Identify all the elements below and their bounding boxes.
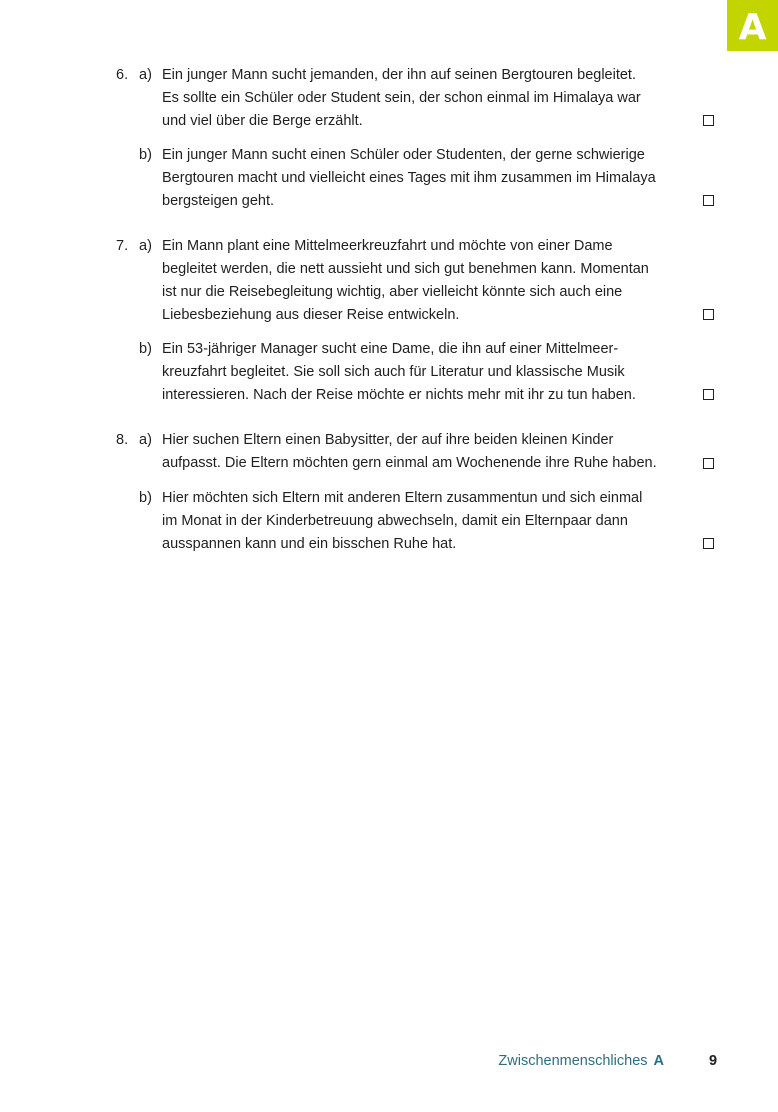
checkbox[interactable] [703, 538, 714, 549]
option-text-line: Bergtouren macht und vielleicht eines Tages mit ihm zusammen im Himalaya [162, 170, 656, 186]
footer-chapter-title: Zwischenmenschliches [498, 1053, 648, 1069]
checkbox[interactable] [703, 458, 714, 469]
option-text-line: Ein 53-jähriger Manager sucht eine Dame, die ihn auf einer Mittelmeer- [162, 341, 619, 357]
page-number: 9 [709, 1053, 718, 1069]
option-text-line: bergsteigen geht. [162, 193, 275, 209]
option-text-line: Hier möchten sich Eltern mit anderen Eltern zusammentun und sich einmal [162, 490, 643, 506]
option-text [162, 64, 692, 133]
option-text-line: im Monat in der Kinderbetreuung abwechseln, damit ein Elternpaar dann [162, 513, 628, 529]
option-text-line: Liebesbeziehung aus dieser Reise entwickeln. [162, 307, 460, 323]
page-footer [0, 1049, 778, 1073]
footer-chapter-letter: A [653, 1053, 664, 1069]
footer-chapter [498, 1049, 664, 1073]
option-letter: b) [139, 147, 152, 163]
option-text-line: interessieren. Nach der Reise möchte er nichts mehr mit ihr zu tun haben. [162, 387, 636, 403]
option-text-line: begleitet werden, die nett aussieht und sich gut benehmen kann. Momentan [162, 261, 649, 277]
checkbox[interactable] [703, 195, 714, 206]
checkbox[interactable] [703, 115, 714, 126]
option-letter: b) [139, 341, 152, 357]
task-number: 7. [116, 238, 129, 254]
option-text [162, 235, 692, 327]
option-text [162, 338, 692, 407]
option-text-line: Ein junger Mann sucht jemanden, der ihn auf seinen Bergtouren begleitet. [162, 67, 636, 83]
option-text [162, 144, 692, 213]
option-letter: a) [139, 67, 152, 83]
option-text [162, 429, 692, 475]
option-letter: a) [139, 238, 152, 254]
option-text-line: ist nur die Reisebegleitung wichtig, aber vielleicht könnte sich auch eine [162, 284, 623, 300]
option-text-line: Ein junger Mann sucht einen Schüler oder Studenten, der gerne schwierige [162, 147, 645, 163]
option-text-line: Hier suchen Eltern einen Babysitter, der auf ihre beiden kleinen Kinder [162, 432, 614, 448]
checkbox[interactable] [703, 309, 714, 320]
option-letter: b) [139, 490, 152, 506]
option-text [162, 487, 692, 556]
task-number: 8. [116, 432, 129, 448]
option-text-line: ausspannen kann und ein bisschen Ruhe hat. [162, 536, 457, 552]
checkbox[interactable] [703, 389, 714, 400]
task-number: 6. [116, 67, 129, 83]
option-text-line: Ein Mann plant eine Mittelmeerkreuzfahrt und möchte von einer Dame [162, 238, 613, 254]
option-text-line: aufpasst. Die Eltern möchten gern einmal am Wochenende ihre Ruhe haben. [162, 455, 657, 471]
option-text-line: und viel über die Berge erzählt. [162, 113, 363, 129]
option-text-line: Es sollte ein Schüler oder Student sein, der schon einmal im Himalaya war [162, 90, 641, 106]
option-letter: a) [139, 432, 152, 448]
chapter-tab: A [727, 0, 778, 51]
option-text-line: kreuzfahrt begleitet. Sie soll sich auch für Literatur und klassische Musik [162, 364, 625, 380]
